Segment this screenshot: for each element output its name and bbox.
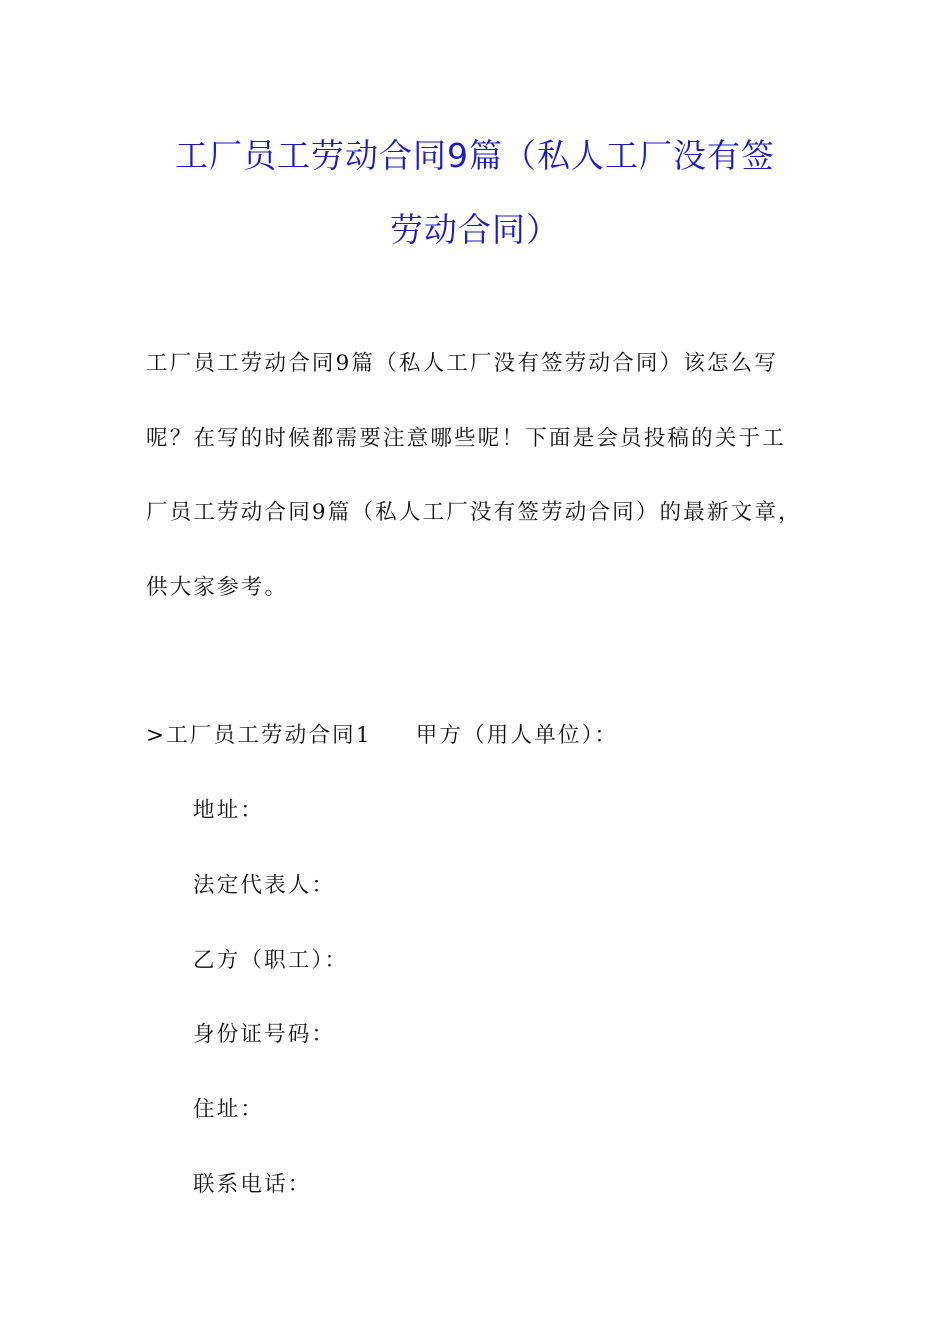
field-residence: 住址： (193, 1097, 265, 1122)
contract-section-heading (146, 718, 618, 749)
intro-paragraph-line: 供大家参考。 (146, 575, 289, 600)
field-legal-representative: 法定代表人： (193, 873, 336, 898)
field-address: 地址： (193, 798, 265, 823)
party-a-label: 甲方（用人单位）： (415, 723, 619, 748)
field-id-number: 身份证号码： (193, 1022, 336, 1047)
intro-paragraph-line: 工厂员工劳动合同9篇（私人工厂没有签劳动合同）该怎么写 (146, 351, 779, 376)
document-title-line-2: 劳动合同） (390, 210, 560, 249)
document-title-line-1: 工厂员工劳动合同9篇（私人工厂没有签 (175, 136, 775, 175)
field-party-b: 乙方（职工）： (193, 948, 349, 973)
intro-paragraph-line: 厂员工劳动合同9篇（私人工厂没有签劳动合同）的最新文章， (146, 500, 802, 525)
section-heading-label: >工厂员工劳动合同1 (146, 723, 372, 748)
intro-paragraph-line: 呢？在写的时候都需要注意哪些呢！下面是会员投稿的关于工 (146, 426, 786, 451)
field-phone: 联系电话： (193, 1172, 312, 1197)
